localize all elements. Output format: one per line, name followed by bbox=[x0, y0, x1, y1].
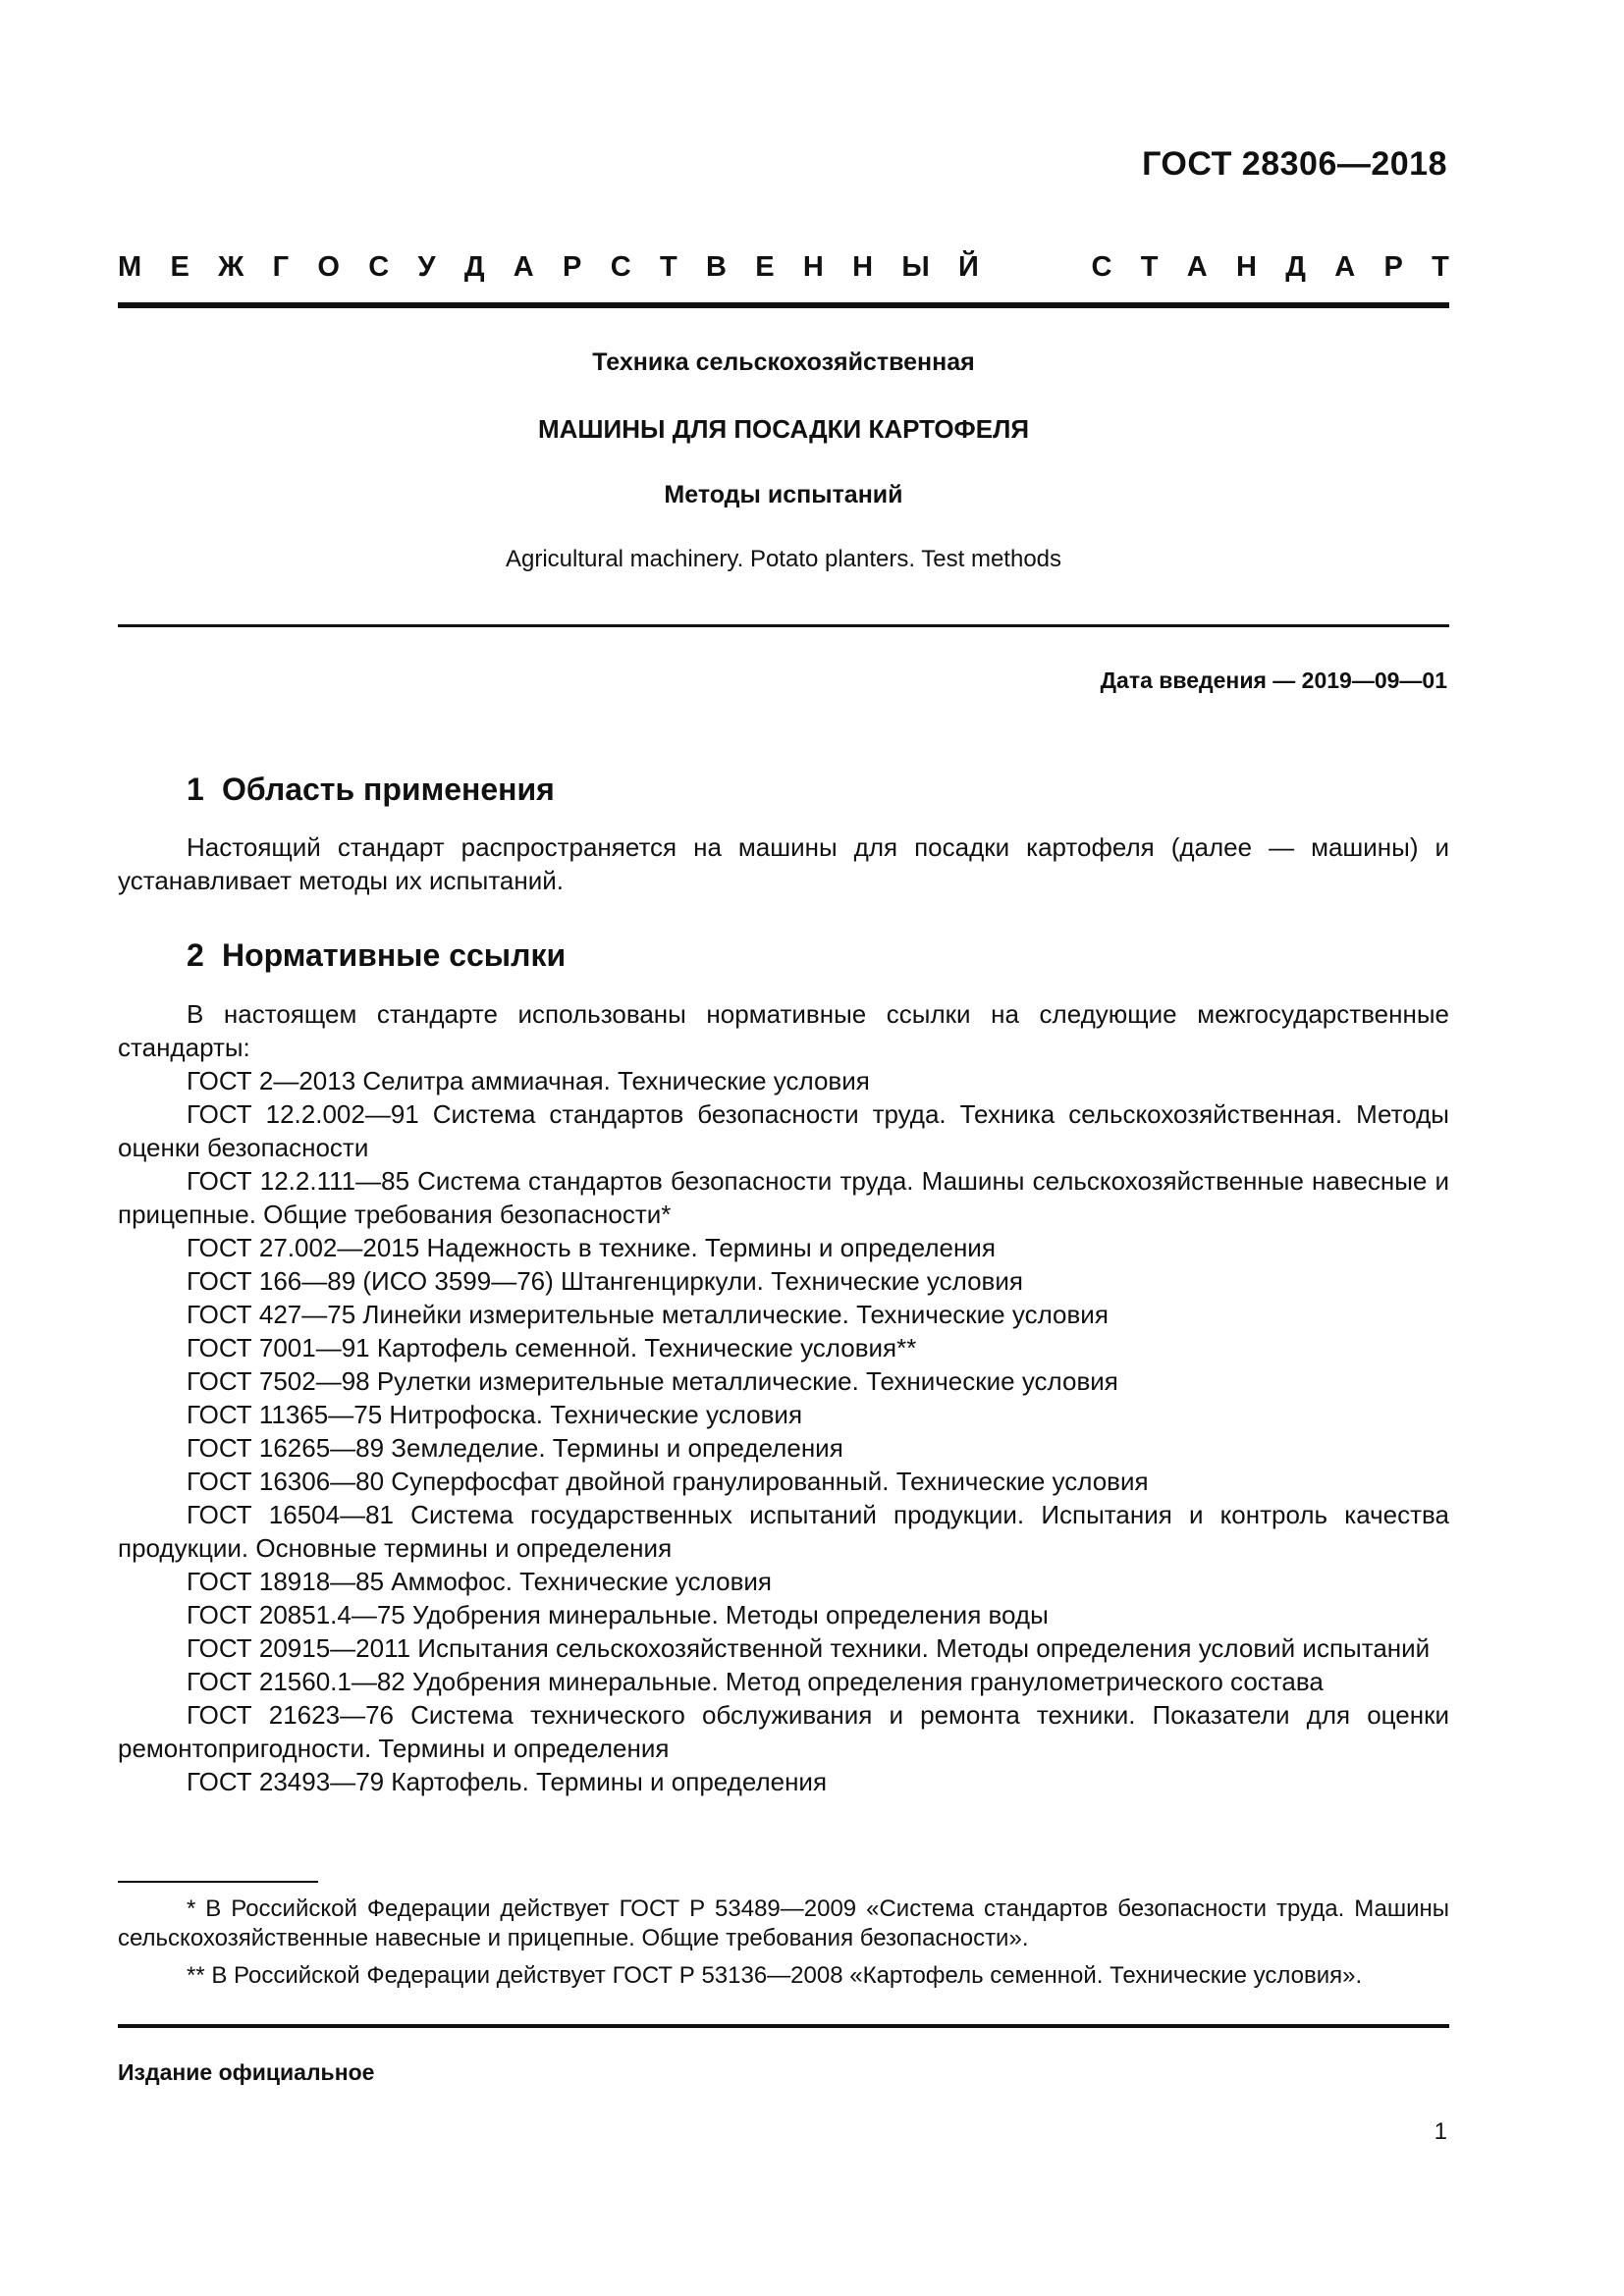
standard-type-letter: Е bbox=[755, 250, 775, 283]
reference-item: ГОСТ 21623—76 Система технического обслуживания и ремонта техники. Показатели для оценки ремонтопригодности. Термины и определения bbox=[118, 1700, 1449, 1763]
standard-type-letter: Р bbox=[1383, 250, 1403, 283]
reference-item: ГОСТ 16265—89 Земледелие. Термины и определения bbox=[187, 1433, 843, 1463]
title-main: МАШИНЫ ДЛЯ ПОСАДКИ КАРТОФЕЛЯ bbox=[537, 414, 1030, 444]
standard-type-letter: Д bbox=[463, 250, 485, 283]
section-title: Область применения bbox=[222, 772, 555, 807]
reference-item: ГОСТ 12.2.111—85 Система стандартов безопасности труда. Машины сельскохозяйственные навесные и прицепные. Общие требования безопасности* bbox=[118, 1166, 1449, 1229]
header-divider bbox=[118, 302, 1449, 308]
standard-type-letter: В bbox=[705, 250, 727, 283]
standard-type-letter: О bbox=[317, 250, 340, 283]
standard-type-letter: А bbox=[513, 250, 534, 283]
standard-type-letter: А bbox=[1334, 250, 1356, 283]
standard-type-letter: Г bbox=[272, 250, 290, 283]
title-subtitle: Методы испытаний bbox=[664, 481, 903, 508]
standard-type-letter: Н bbox=[802, 250, 824, 283]
standard-type-letter: Т bbox=[1140, 250, 1159, 283]
footer-divider bbox=[118, 2024, 1449, 2028]
standard-type-letter: Т bbox=[659, 250, 677, 283]
reference-item: ГОСТ 27.002—2015 Надежность в технике. Термины и определения bbox=[187, 1233, 996, 1262]
standard-type-letter: С bbox=[610, 250, 631, 283]
references-list bbox=[118, 997, 1449, 1798]
paragraph: В настоящем стандарте использованы нормативные ссылки на следующие межгосударственные стандарты: bbox=[118, 999, 1449, 1062]
reference-item: ГОСТ 16504—81 Система государственных испытаний продукции. Испытания и контроль качества продукции. Основные термины и определения bbox=[118, 1500, 1449, 1563]
reference-item: ГОСТ 427—75 Линейки измерительные металлические. Технические условия bbox=[187, 1300, 1109, 1329]
footnotes bbox=[118, 1895, 1449, 1999]
standard-type-letter: С bbox=[368, 250, 390, 283]
paragraph: Настоящий стандарт распространяется на машины для посадки картофеля (далее — машины) и устанавливает методы их испытаний. bbox=[118, 832, 1449, 895]
title-divider bbox=[118, 624, 1449, 627]
standard-type-letter: А bbox=[1186, 250, 1208, 283]
standard-type-letter: Й bbox=[958, 250, 979, 283]
footnote-divider bbox=[118, 1881, 318, 1883]
standard-type-letter: М bbox=[118, 250, 142, 283]
standard-type-letter: Ы bbox=[901, 250, 930, 283]
standard-type-letter: Ж bbox=[218, 250, 244, 283]
page-number: 1 bbox=[1434, 2118, 1447, 2145]
reference-item: ГОСТ 2—2013 Селитра аммиачная. Технические условия bbox=[187, 1066, 870, 1095]
standard-type-letter: Н bbox=[1236, 250, 1257, 283]
reference-item: ГОСТ 21560.1—82 Удобрения минеральные. Метод определения гранулометрического состава bbox=[187, 1667, 1324, 1696]
reference-item: ГОСТ 7001—91 Картофель семенной. Технические условия** bbox=[187, 1333, 917, 1362]
section-number: 1 bbox=[187, 772, 204, 807]
section-heading bbox=[187, 937, 566, 974]
reference-item: ГОСТ 16306—80 Суперфосфат двойной гранулированный. Технические условия bbox=[187, 1467, 1149, 1496]
reference-item: ГОСТ 7502—98 Рулетки измерительные металлические. Технические условия bbox=[187, 1366, 1118, 1396]
standard-type-letter: Д bbox=[1285, 250, 1306, 283]
edition-label: Издание официальное bbox=[118, 2059, 375, 2085]
effective-date: Дата введения — 2019—09—01 bbox=[1100, 667, 1447, 693]
standard-type-letter: Р bbox=[563, 250, 582, 283]
standard-type-letter: Н bbox=[852, 250, 874, 283]
document-number: ГОСТ 28306—2018 bbox=[1142, 145, 1447, 183]
section-body bbox=[118, 830, 1449, 897]
reference-item: ГОСТ 11365—75 Нитрофоска. Технические условия bbox=[187, 1400, 803, 1429]
footnote: * В Российской Федерации действует ГОСТ Р 53489—2009 «Система стандартов безопасности труда. Машины сельскохозяйственные навесные и прицепные. Общие требования безопасности». bbox=[118, 1896, 1449, 1951]
reference-item: ГОСТ 23493—79 Картофель. Термины и определения bbox=[187, 1767, 828, 1796]
standard-type-letter: С bbox=[1091, 250, 1112, 283]
standard-type-letter: У bbox=[417, 250, 436, 283]
standard-type-letter: Т bbox=[1432, 250, 1449, 283]
title-category: Техника сельскохозяйственная bbox=[592, 348, 975, 376]
reference-item: ГОСТ 20915—2011 Испытания сельскохозяйственной техники. Методы определения условий испытаний bbox=[187, 1633, 1431, 1663]
reference-item: ГОСТ 12.2.002—91 Система стандартов безопасности труда. Техника сельскохозяйственная. Методы оценки безопасности bbox=[118, 1099, 1449, 1162]
title-english: Agricultural machinery. Potato planters. Test methods bbox=[505, 546, 1062, 572]
reference-item: ГОСТ 20851.4—75 Удобрения минеральные. Методы определения воды bbox=[187, 1600, 1049, 1629]
section-heading bbox=[187, 772, 555, 808]
section-title: Нормативные ссылки bbox=[222, 937, 567, 973]
standard-type-heading bbox=[118, 247, 1449, 287]
footnote: ** В Российской Федерации действует ГОСТ Р 53136—2008 «Картофель семенной. Технические условия». bbox=[187, 1962, 1363, 1989]
section-number: 2 bbox=[187, 937, 204, 973]
standard-type-letter: Е bbox=[170, 250, 189, 283]
reference-item: ГОСТ 18918—85 Аммофос. Технические условия bbox=[187, 1567, 772, 1596]
reference-item: ГОСТ 166—89 (ИСО 3599—76) Штангенциркули. Технические условия bbox=[187, 1266, 1023, 1296]
